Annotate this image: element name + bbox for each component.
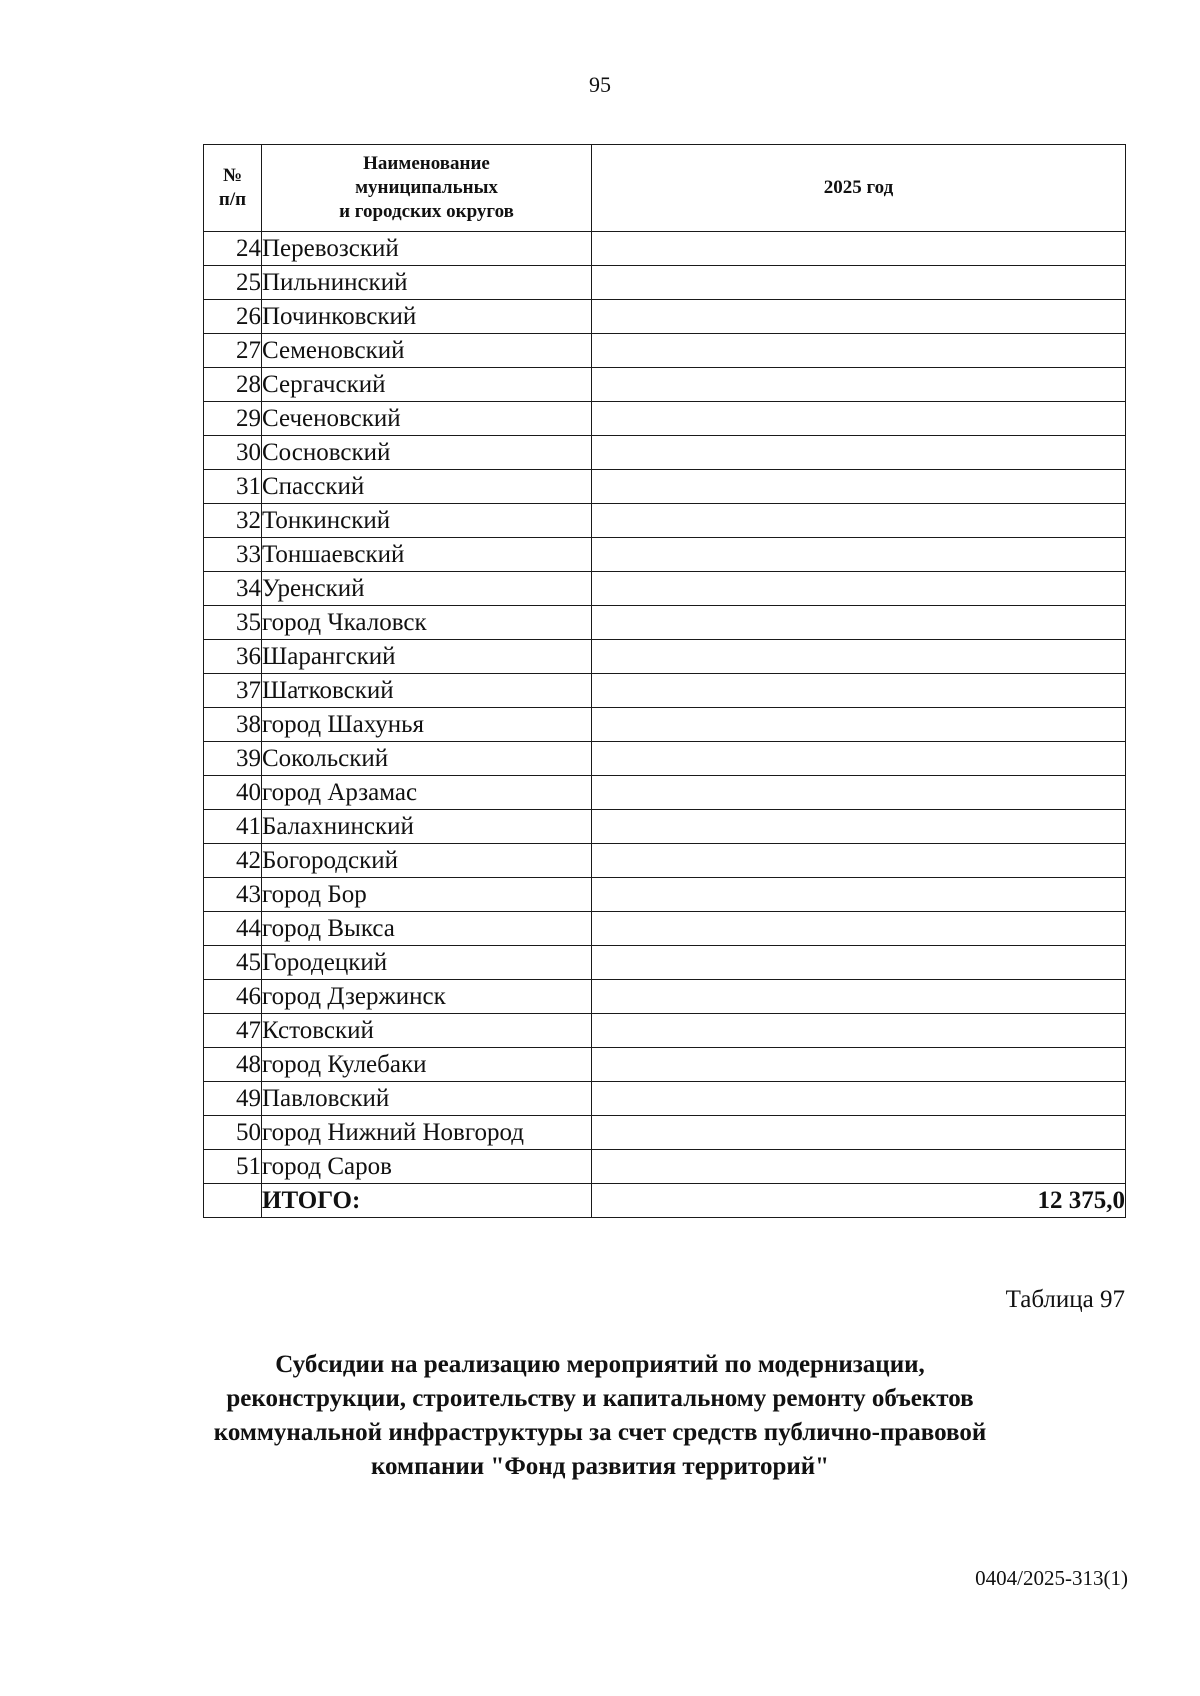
row-name: Балахнинский (262, 810, 592, 844)
row-value (592, 436, 1126, 470)
row-name: Шатковский (262, 674, 592, 708)
table-row (204, 402, 1126, 436)
table-row (204, 1150, 1126, 1184)
row-name: Починковский (262, 300, 592, 334)
next-table-title-line: Субсидии на реализацию мероприятий по модернизации, (275, 1351, 925, 1378)
row-number: 33 (204, 538, 262, 572)
table-row (204, 878, 1126, 912)
row-value (592, 606, 1126, 640)
row-value (592, 810, 1126, 844)
row-number: 43 (204, 878, 262, 912)
table-row (204, 1082, 1126, 1116)
table-row (204, 334, 1126, 368)
row-value (592, 640, 1126, 674)
row-value (592, 232, 1126, 266)
table-row (204, 1116, 1126, 1150)
table-row (204, 980, 1126, 1014)
row-name: Сергачский (262, 368, 592, 402)
row-number: 44 (204, 912, 262, 946)
row-name: Сеченовский (262, 402, 592, 436)
table-row (204, 436, 1126, 470)
row-name: Шарангский (262, 640, 592, 674)
row-number: 34 (204, 572, 262, 606)
row-number: 41 (204, 810, 262, 844)
header-name (262, 145, 592, 232)
table-row (204, 946, 1126, 980)
table-row (204, 742, 1126, 776)
row-number: 32 (204, 504, 262, 538)
row-name: Сосновский (262, 436, 592, 470)
table-row (204, 538, 1126, 572)
row-value (592, 1048, 1126, 1082)
row-name: город Нижний Новгород (262, 1116, 592, 1150)
row-name: Тоншаевский (262, 538, 592, 572)
row-number: 30 (204, 436, 262, 470)
row-value (592, 674, 1126, 708)
next-table-label: Таблица 97 (1005, 1286, 1125, 1313)
row-name: город Бор (262, 878, 592, 912)
row-number: 45 (204, 946, 262, 980)
row-value (592, 1150, 1126, 1184)
row-value (592, 1082, 1126, 1116)
row-number: 27 (204, 334, 262, 368)
header-name-line1: Наименование (363, 153, 490, 174)
row-value (592, 368, 1126, 402)
next-table-title-line: коммунальной инфраструктуры за счет средств публично-правовой (213, 1419, 987, 1446)
header-year: 2025 год (592, 145, 1126, 232)
row-value (592, 402, 1126, 436)
row-value (592, 504, 1126, 538)
table-row (204, 844, 1126, 878)
row-number: 25 (204, 266, 262, 300)
row-name: Тонкинский (262, 504, 592, 538)
table-row (204, 640, 1126, 674)
row-name: город Выкса (262, 912, 592, 946)
row-name: Городецкий (262, 946, 592, 980)
row-name: город Арзамас (262, 776, 592, 810)
table-row (204, 368, 1126, 402)
row-name: Сокольский (262, 742, 592, 776)
row-number: 38 (204, 708, 262, 742)
table-row (204, 300, 1126, 334)
table-row (204, 674, 1126, 708)
total-label: ИТОГО: (262, 1184, 592, 1218)
row-value (592, 946, 1126, 980)
table-row (204, 504, 1126, 538)
total-value: 12 375,0 (592, 1184, 1126, 1218)
row-value (592, 776, 1126, 810)
row-value (592, 980, 1126, 1014)
row-value (592, 538, 1126, 572)
row-name: Пильнинский (262, 266, 592, 300)
row-name: город Саров (262, 1150, 592, 1184)
total-row (204, 1184, 1126, 1218)
row-number: 46 (204, 980, 262, 1014)
table-body (204, 232, 1126, 1218)
table-row (204, 232, 1126, 266)
table-row (204, 1014, 1126, 1048)
row-number: 50 (204, 1116, 262, 1150)
document-code: 0404/2025-313(1) (975, 1566, 1128, 1590)
row-value (592, 742, 1126, 776)
row-value (592, 334, 1126, 368)
row-name: город Кулебаки (262, 1048, 592, 1082)
subsidy-table (203, 144, 1126, 1218)
next-table-title-line: реконструкции, строительству и капитальному ремонту объектов (226, 1385, 974, 1412)
row-number: 26 (204, 300, 262, 334)
table-row (204, 606, 1126, 640)
row-value (592, 470, 1126, 504)
header-name-line3: и городских округов (339, 201, 514, 222)
row-name: Перевозский (262, 232, 592, 266)
total-number-cell (204, 1184, 262, 1218)
row-name: Уренский (262, 572, 592, 606)
row-number: 37 (204, 674, 262, 708)
row-value (592, 572, 1126, 606)
row-name: Павловский (262, 1082, 592, 1116)
table-row (204, 266, 1126, 300)
table-header-row (204, 145, 1126, 232)
row-number: 49 (204, 1082, 262, 1116)
table-row (204, 470, 1126, 504)
row-number: 28 (204, 368, 262, 402)
row-name: Кстовский (262, 1014, 592, 1048)
header-number-line2: п/п (218, 189, 247, 210)
row-number: 47 (204, 1014, 262, 1048)
row-value (592, 1116, 1126, 1150)
row-number: 36 (204, 640, 262, 674)
table-row (204, 912, 1126, 946)
row-name: Богородский (262, 844, 592, 878)
row-value (592, 1014, 1126, 1048)
row-number: 40 (204, 776, 262, 810)
row-number: 24 (204, 232, 262, 266)
header-number-line1: № (222, 165, 243, 186)
row-number: 29 (204, 402, 262, 436)
row-number: 35 (204, 606, 262, 640)
row-value (592, 912, 1126, 946)
table-row (204, 572, 1126, 606)
row-name: город Дзержинск (262, 980, 592, 1014)
row-name: Семеновский (262, 334, 592, 368)
row-number: 31 (204, 470, 262, 504)
header-name-line2: муниципальных (355, 177, 498, 198)
row-value (592, 300, 1126, 334)
table-row (204, 810, 1126, 844)
row-value (592, 878, 1126, 912)
table-row (204, 708, 1126, 742)
table-row (204, 1048, 1126, 1082)
row-number: 51 (204, 1150, 262, 1184)
row-name: город Чкаловск (262, 606, 592, 640)
row-number: 42 (204, 844, 262, 878)
row-number: 39 (204, 742, 262, 776)
next-table-title (150, 1348, 1050, 1484)
header-number (204, 145, 262, 232)
row-name: Спасский (262, 470, 592, 504)
next-table-title-line: компании "Фонд развития территорий" (370, 1453, 830, 1480)
row-value (592, 708, 1126, 742)
row-value (592, 844, 1126, 878)
table-row (204, 776, 1126, 810)
row-number: 48 (204, 1048, 262, 1082)
row-value (592, 266, 1126, 300)
row-name: город Шахунья (262, 708, 592, 742)
page-number: 95 (589, 72, 611, 97)
